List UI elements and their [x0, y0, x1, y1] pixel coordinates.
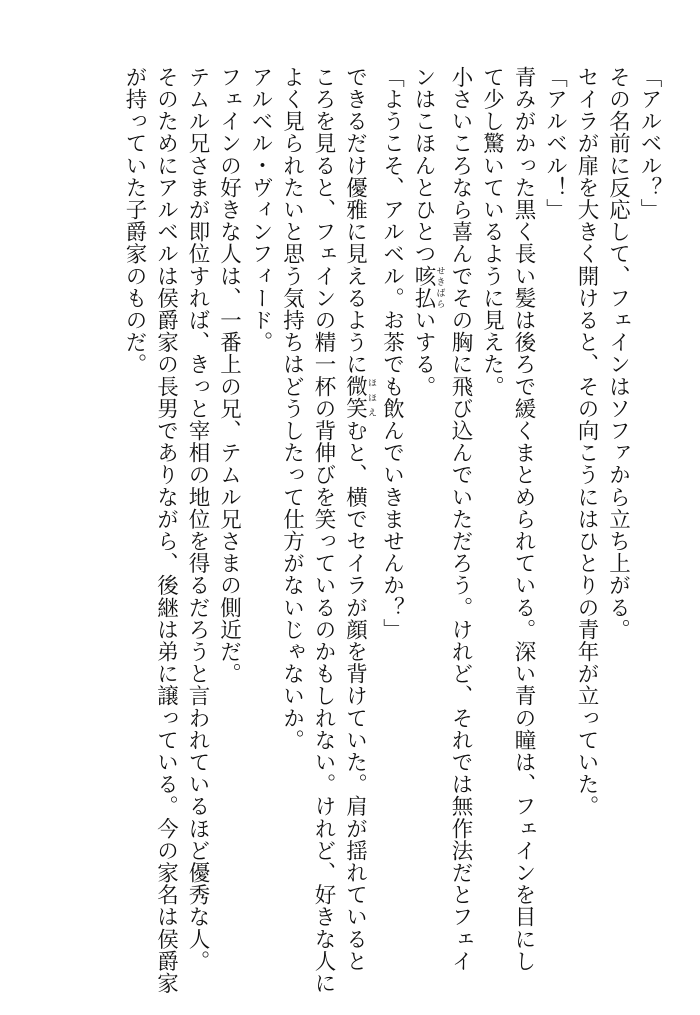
text-line: 「ようこそ、アルベル。お茶でも飲んでいきませんか？」: [379, 66, 405, 641]
text-line: そのためにアルベルは侯爵家の長男でありながら、後継は弟に譲っている。今の家名は侯爵家: [153, 66, 179, 995]
text-line: ころを見ると、フェインの精一杯の背伸びを笑っているのかもしれない。けれど、好きな人に: [311, 66, 336, 995]
text-line: よく見られたいと思う気持ちはどうしたって仕方がないじゃないか。: [279, 66, 305, 752]
text-line: が持っていた子爵家のものだ。: [122, 66, 147, 376]
ruby-reading: ほほえ: [366, 375, 376, 420]
ruby-annotation: [411, 264, 445, 310]
text-line-with-ruby: [408, 66, 445, 986]
text-line: その名前に反応して、フェインはソファから立ち上がる。: [605, 66, 631, 641]
text-line: アルベル・ヴィンフィード。: [248, 66, 273, 354]
text-line: テムル兄さまが即位すれば、きっと宰相の地位を得るだろうと言われているほど優秀な人。: [185, 66, 210, 973]
ruby-annotation: [342, 375, 376, 420]
line-text-before: できるだけ優雅に見えるように: [342, 66, 368, 376]
text-line: 「アルベル！」: [542, 66, 568, 221]
text-line: フェインの好きな人は、一番上の兄、テムル兄さまの側近だ。: [216, 66, 242, 685]
text-line: セイラが扉を大きく開けると、その向こうにはひとりの青年が立っていた。: [574, 66, 599, 818]
vertical-text-block: [25, 66, 665, 995]
text-line: 「アルベル？」: [637, 66, 662, 221]
text-line: て少し驚いているように見えた。: [479, 66, 505, 398]
ruby-base: 咳払: [411, 264, 436, 310]
line-text-after: むと、横でセイラが顔を背けていた。肩が揺れていると: [342, 419, 368, 973]
line-text-before: ンはこほんとひとつ: [411, 66, 436, 265]
ruby-reading: せきばら: [434, 264, 445, 310]
text-line: 青みがかった黒く長い髪は後ろで緩くまとめられている。深い青の瞳は、フェインを目にし: [511, 66, 536, 973]
text-line: 小さいころなら喜んでその胸に飛び込んでいただろう。けれど、それでは無作法だとフェイ: [448, 66, 473, 973]
text-line-with-ruby: [339, 66, 376, 986]
ruby-base: 微笑: [342, 375, 368, 420]
line-text-after: いする。: [411, 309, 436, 398]
